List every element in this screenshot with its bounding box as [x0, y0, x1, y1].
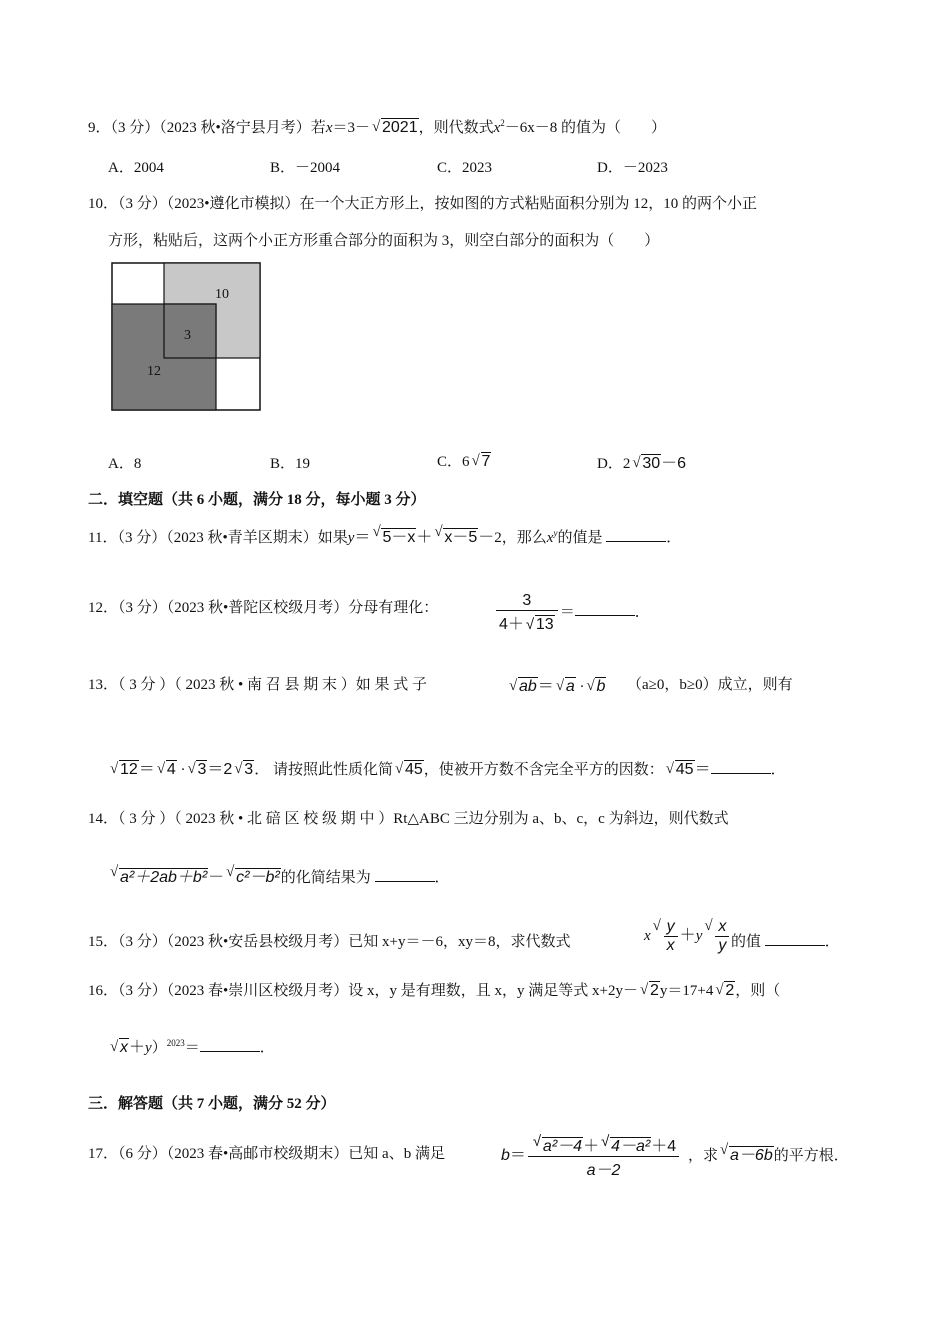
q10-figure	[111, 262, 263, 412]
q9-option-b[interactable]: B．－2004	[270, 160, 341, 176]
q13-answer-blank[interactable]	[711, 761, 771, 774]
question-11: 11．（3 分）（2023 秋•青羊区期末）如果y＝ √ 5－x＋ √ x－5－2，那么$x^y$的值是 ．	[88, 524, 682, 546]
q10-fig-label-10: 10	[215, 287, 229, 302]
q10-option-b[interactable]: B．19	[270, 456, 311, 472]
question-16: 16．（3 分）（2023 春•崇川区校级月考）设 x，y 是有理数，且 x，y 满足等式 x+2y－ √ 2y＝17+4 √ 2，则（	[88, 982, 781, 999]
q10-option-d[interactable]: D．2 √ 30－6	[597, 455, 687, 472]
q15-expression: x √ $\frac{y}{x}$ ＋y √ $\frac{x}{y}$	[644, 918, 731, 955]
q10-source: （2023•遵化市模拟）	[166, 196, 300, 212]
q9-text-b: ，则代数式	[418, 120, 494, 136]
q12-answer-blank[interactable]	[575, 603, 635, 616]
q14-answer-blank[interactable]	[375, 869, 435, 882]
q9-text: 若	[310, 120, 326, 136]
q16-answer-blank[interactable]	[200, 1039, 260, 1052]
q9-eq: ＝3－	[332, 120, 370, 136]
q10-text-line2: 方形，粘贴后，这两个小正方形重合部分的面积为 3，则空白部分的面积为（ ）	[108, 233, 660, 249]
q9-option-d[interactable]: D．－2023	[597, 160, 668, 176]
q9-option-c[interactable]: C．2023	[437, 160, 493, 176]
question-9: 9．（3 分）（2023 秋•洛宁县月考）若x＝3－ √ 2021，则代数式$x^2-6x-8$ 的值为（ ）	[88, 118, 667, 136]
q10-score: （3 分）	[118, 196, 167, 212]
q9-number: 9．	[88, 120, 111, 136]
q10-option-c[interactable]: C．6 √ 7	[437, 453, 491, 470]
q14-line2: √ a²＋2ab＋b²－ √ c²－b²的化简结果为 ．	[110, 864, 450, 886]
q11-answer-blank[interactable]	[606, 529, 666, 542]
q13-condition: （a≥0，b≥0）成立，则有	[627, 677, 793, 693]
section-2-title: 二．填空题（共 6 小题，满分 18 分，每小题 3 分）	[88, 492, 426, 508]
q9-expr: －6x－8 的值为（ ）	[504, 120, 667, 136]
q10-number: 10．	[88, 196, 119, 212]
q15-tail: 的值 ．	[731, 934, 840, 950]
q12-fraction: 3 4＋ √ 13 ＝ ．	[494, 592, 650, 634]
q13-formula: √ ab＝ √ a · √ b	[509, 678, 606, 695]
q10-option-a[interactable]: A．8	[108, 456, 142, 472]
q10-fig-label-12: 12	[147, 364, 161, 379]
question-15: 15．（3 分）（2023 秋•安岳县校级月考）已知 x+y＝－6，xy＝8，求代数式	[88, 934, 571, 950]
q9-source: （2023 秋•洛宁县月考）	[159, 120, 311, 136]
q17-tail: ，求 √ a－6b的平方根．	[688, 1142, 849, 1164]
q9-option-a[interactable]: A．2004	[108, 160, 164, 176]
section-3-title: 三．解答题（共 7 小题，满分 52 分）	[88, 1096, 336, 1112]
q10-fig-label-3: 3	[184, 328, 191, 343]
question-10	[88, 192, 757, 213]
q9-score: （3 分）	[110, 120, 160, 136]
question-13: 13．（ 3 分 ）（ 2023 秋 • 南 召 县 期 末 ）如 果 式 子	[88, 677, 428, 693]
q17-fraction: b＝ √ a²－4＋ √ 4－a²＋4 a－2	[501, 1133, 681, 1180]
q10-text-line1: 在一个大正方形上，按如图的方式粘贴面积分别为 12，10 的两个小正	[299, 196, 758, 212]
question-14: 14．（ 3 分 ）（ 2023 秋 • 北 碚 区 校 级 期 中 ）Rt△ABC 三边分别为 a、b、c，c 为斜边，则代数式	[88, 811, 729, 827]
q15-answer-blank[interactable]	[765, 933, 825, 946]
q9-radical: √ 2021	[372, 119, 418, 136]
question-12: 12．（3 分）（2023 秋•普陀区校级月考）分母有理化：	[88, 600, 439, 616]
question-17: 17．（6 分）（2023 春•高邮市校级期末）已知 a、b 满足	[88, 1146, 445, 1162]
q16-line2: √ x＋y）$^{2023}$＝ ．	[110, 1038, 275, 1056]
q9-var: x	[325, 120, 333, 136]
q13-line2: √ 12＝ √ 4 · √ 3＝2 √ 3． 请按照此性质化简 √ 45，使被开方数不含完全平方的因数： √ 45＝ ．	[110, 761, 786, 778]
